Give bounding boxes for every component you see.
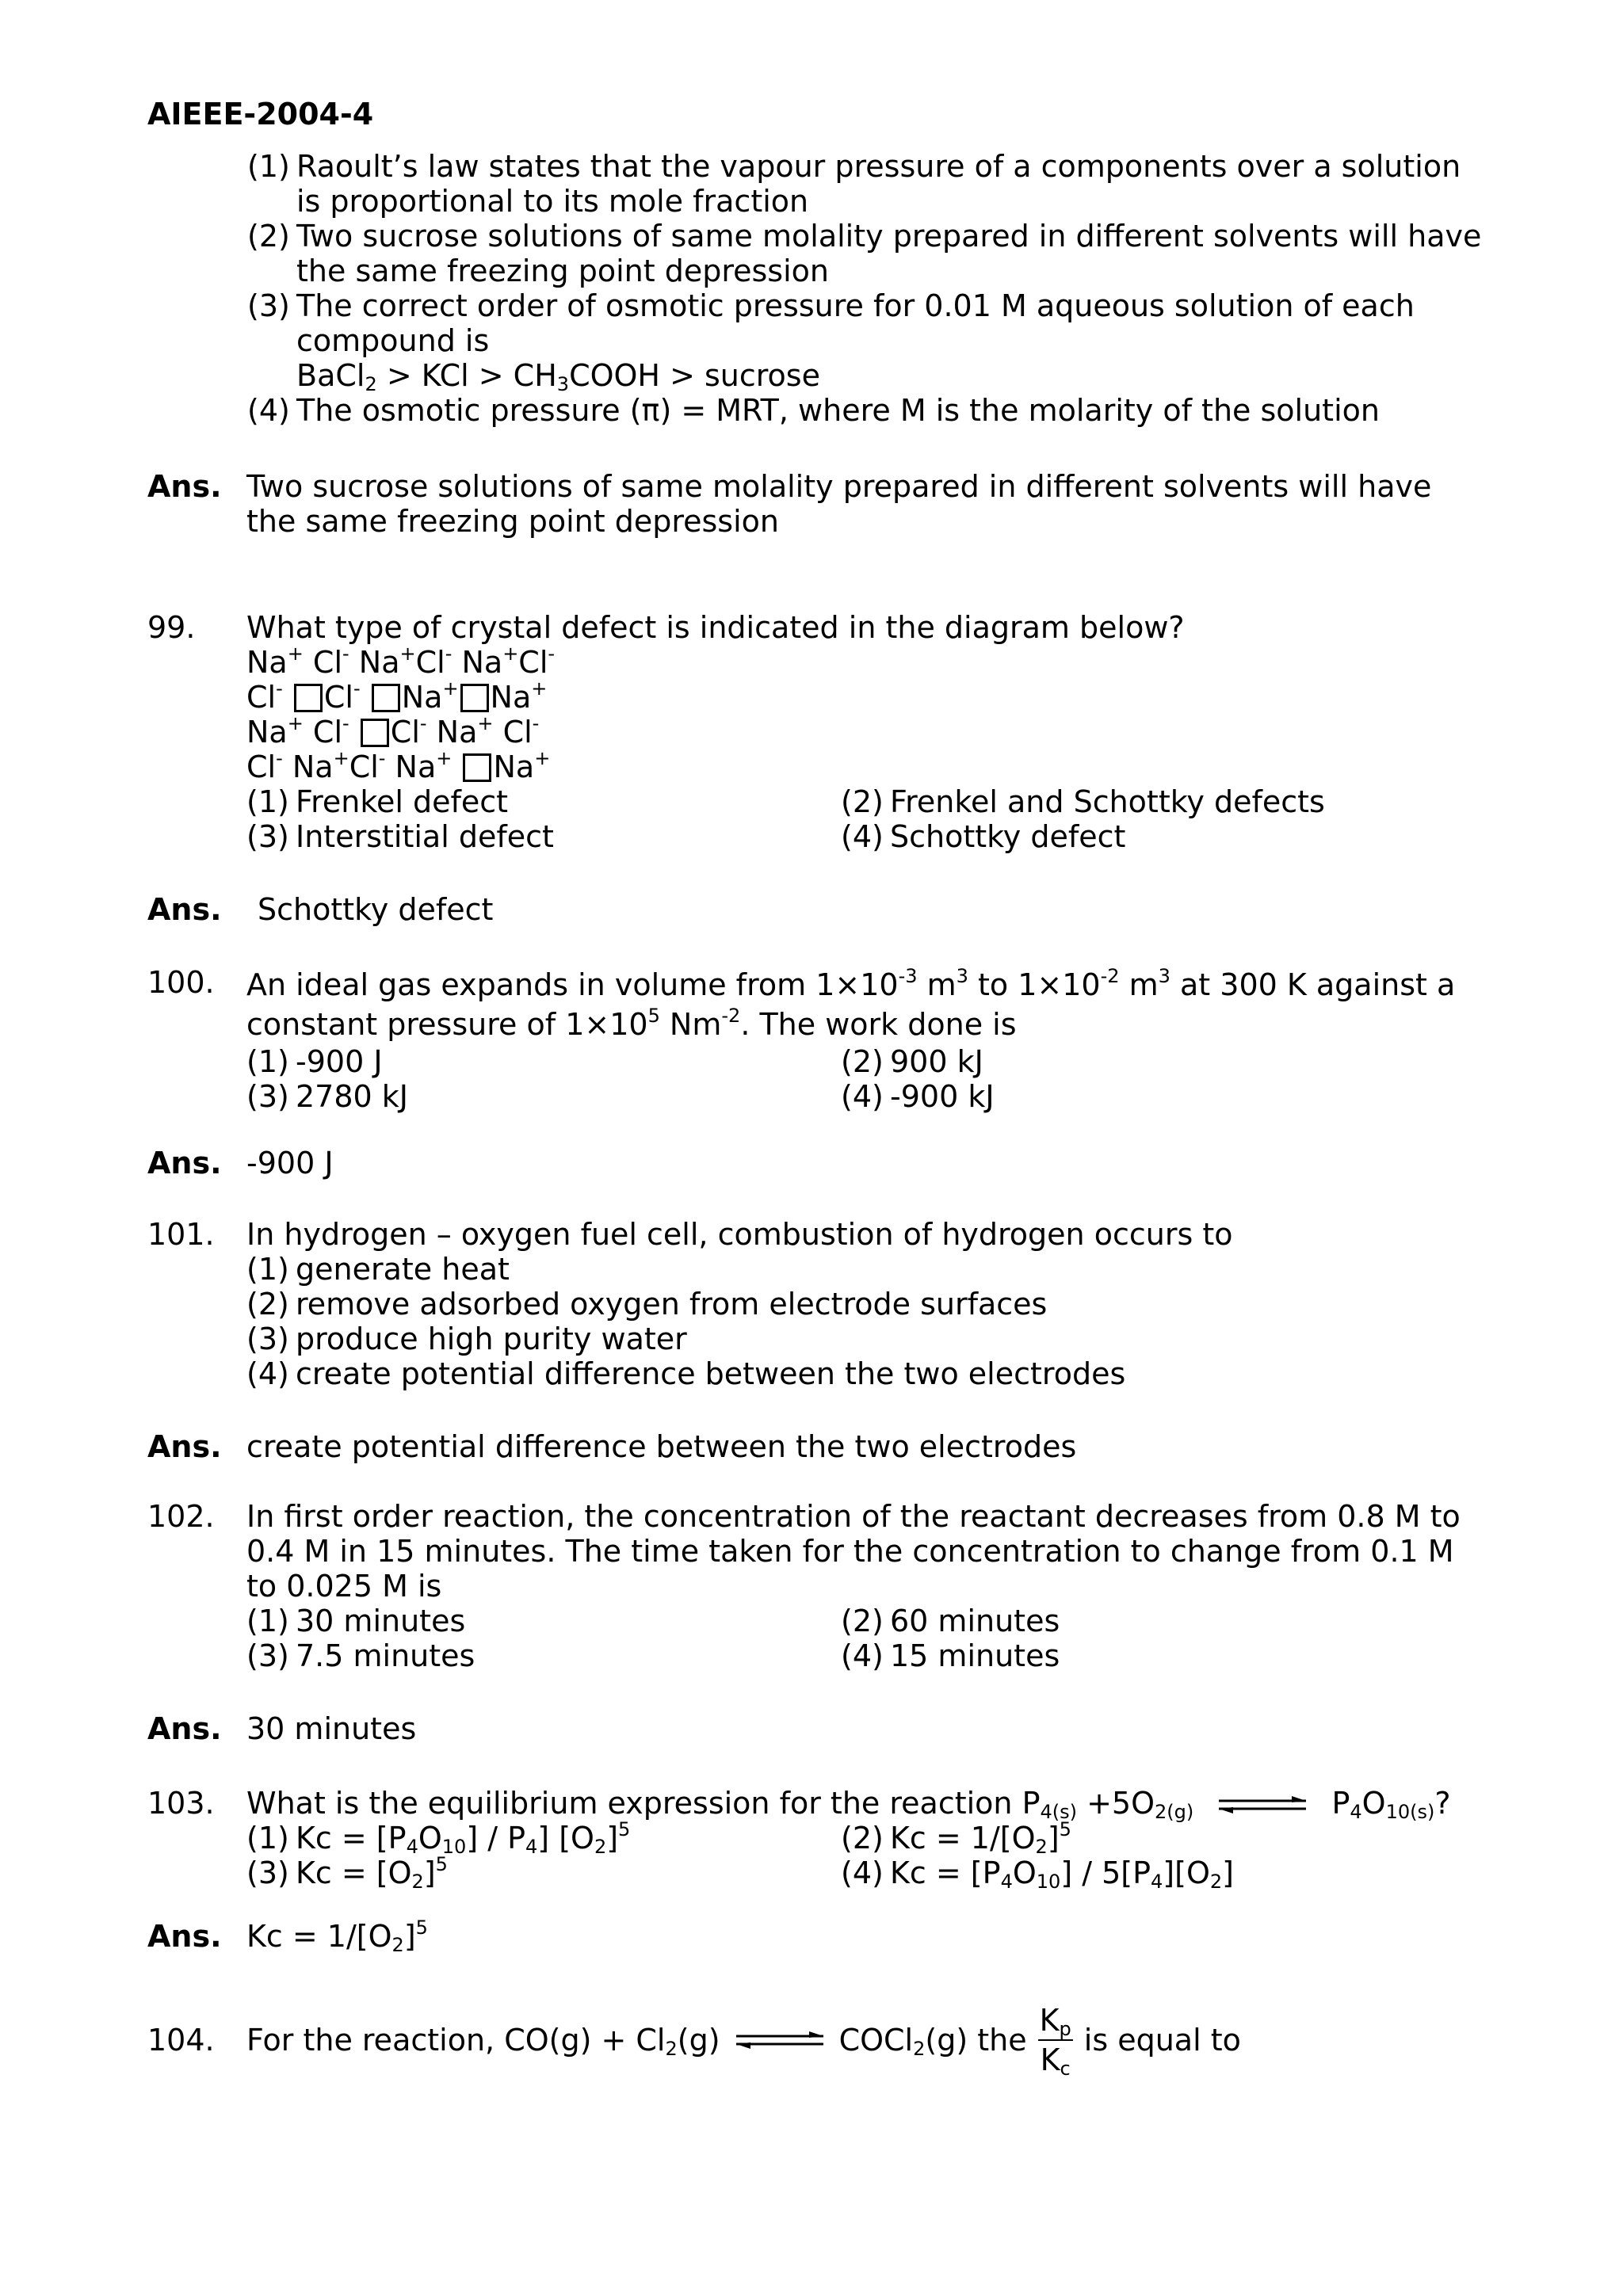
- option-1: (1) -900 J: [246, 1044, 383, 1079]
- question-text: An ideal gas expands in volume from $1\times 10^{-3}$ $m^3$ to $1\times 10^{-2}$ $m^3$ at 300 K against a constant pressure of $1\times 10^5$ $Nm^{-2}$. The work done is: [246, 965, 1456, 1042]
- question-103: 103. What is the equilibrium expression for the reaction $P_{4(s)} +5O_{2(g)}$ $P_4O_{10(s)}$? (1) $Kc = [P_4O_{10}] / P_4$] $[O_2]^5$ (2) $Kc = 1/[O_2]^5$ (3) $Kc = [O_2]^5$ (4) $Kc = [P_4O_{10}] / 5[P_4][O_2]$: [147, 1786, 1510, 1890]
- question-98-options: [247, 149, 1515, 428]
- option-4: (4) -900 kJ: [841, 1079, 995, 1114]
- question-100: 100. An ideal gas expands in volume from $1\times 10^{-3}$ $m^3$ to $1\times 10^{-2}$ $m^3$ at 300 K against a constant pressure of $1\times 10^5$ $Nm^{-2}$. The work done is (1) -900 J (2) 900 kJ (3) 2780 kJ (4) -900 kJ: [147, 965, 1510, 1114]
- option-1: (1) Frenkel defect: [246, 784, 509, 819]
- option-4: (4) create potential difference between the two electrodes: [246, 1356, 1126, 1391]
- option-1: (1) 30 minutes: [246, 1604, 466, 1638]
- question-101: 101. In hydrogen – oxygen fuel cell, combustion of hydrogen occurs to (1) generate heat (2) remove adsorbed oxygen from electrode surfaces (3) produce high purity water (4) create potential difference between the two electrodes: [147, 1217, 1510, 1391]
- question-text: In first order reaction, the concentration of the reactant decreases from 0.8 M to 0.4 M in 15 minutes. The time taken for the concentration to change from 0.1 M to 0.025 M is: [246, 1499, 1461, 1604]
- question-104: 104. For the reaction, $CO(g) + Cl_2(g)$ COCl$_2$(g) the $\frac{K_p}{K_c}$ is equal to: [147, 2001, 1510, 2079]
- option-4: (4) 15 minutes: [841, 1638, 1060, 1673]
- option-4: (4) Schottky defect: [841, 819, 1126, 854]
- option-1: (1) Raoult’s law states that the vapour pressure of a components over a solution is proportional to its mole fraction: [247, 149, 1461, 219]
- vacancy-box: [361, 719, 389, 747]
- vacancy-box: [463, 753, 491, 782]
- answer-98: Ans. Two sucrose solutions of same molality prepared in different solvents will have the same freezing point depression: [147, 469, 1432, 539]
- crystal-diagram: Na+ Cl- Na+Cl- Na+Cl- Cl- Cl- Na+ Na+ Na+ Cl- Cl- Na+ Cl- Cl- Na+Cl- Na+ Na+: [246, 643, 556, 784]
- answer-99: Ans. Schottky defect: [147, 892, 494, 927]
- option-1: (1) $Kc = [P_4O_{10}] / P_4$] $[O_2]^5$: [246, 1818, 631, 1858]
- option-3: (3) Interstitial defect: [246, 819, 554, 854]
- vacancy-box: [460, 684, 489, 712]
- answer-100: Ans. -900 J: [147, 1146, 334, 1180]
- option-3: (3) The correct order of osmotic pressure for 0.01 M aqueous solution of each compound is BaCl$_2$ > KCl > $CH_3COOH$ > sucrose: [247, 288, 1415, 395]
- page-header: AIEEE-2004-4: [147, 97, 374, 132]
- question-text: What type of crystal defect is indicated in the diagram below?: [246, 610, 1185, 645]
- question-text: For the reaction, $CO(g) + Cl_2(g)$ COCl$_2$(g) the $\frac{K_p}{K_c}$ is equal to: [246, 2003, 1241, 2080]
- answer-103: Ans. $Kc = 1/[O_2]^5$: [147, 1917, 428, 1956]
- option-4: (4) The osmotic pressure (π) = MRT, where M is the molarity of the solution: [247, 393, 1380, 428]
- option-1: (1) generate heat: [246, 1252, 510, 1287]
- option-4: (4) $Kc = [P_4O_{10}] / 5[P_4][O_2]$: [841, 1855, 1234, 1893]
- answer-101: Ans. create potential difference between the two electrodes: [147, 1429, 1077, 1464]
- option-3: (3) 7.5 minutes: [246, 1638, 475, 1673]
- vacancy-box: [294, 684, 323, 712]
- option-2: (2) Frenkel and Schottky defects: [841, 784, 1325, 819]
- osmotic-order: BaCl$_2$ > KCl > $CH_3COOH$ > sucrose: [296, 358, 820, 395]
- kp-over-kc-fraction: $\frac{K_p}{K_c}$: [1039, 2003, 1071, 2080]
- question-102: 102. In first order reaction, the concentration of the reactant decreases from 0.8 M to 0.4 M in 15 minutes. The time taken for the concentration to change from 0.1 M to 0.025 M is (1) 30 minutes (2) 60 minutes (3) 7.5 minutes (4) 15 minutes: [147, 1499, 1510, 1673]
- equilibrium-arrow-icon: [733, 2028, 827, 2052]
- option-3: (3) 2780 kJ: [246, 1079, 408, 1114]
- option-2: (2) remove adsorbed oxygen from electrode surfaces: [246, 1287, 1048, 1322]
- option-3: (3) $Kc = [O_2]^5$: [246, 1853, 448, 1893]
- option-2: (2) 60 minutes: [841, 1604, 1060, 1638]
- option-2: (2) Two sucrose solutions of same molality prepared in different solvents will have the same freezing point depression: [247, 219, 1482, 288]
- answer-102: Ans. 30 minutes: [147, 1711, 417, 1746]
- equilibrium-arrow-icon: [1216, 1793, 1309, 1817]
- vacancy-box: [372, 684, 400, 712]
- option-2: (2) 900 kJ: [841, 1044, 983, 1079]
- question-99: 99. What type of crystal defect is indicated in the diagram below? Na+ Cl- Na+Cl- Na+Cl- Cl- Cl- Na+ Na+ Na+ Cl- Cl- Na+ Cl- Cl- Na+Cl- Na+ Na+ (1) Frenkel defect (2) Frenkel and Schottky defects (3) Interstitial defect (4) Schottky defect: [147, 610, 1510, 854]
- option-3: (3) produce high purity water: [246, 1322, 687, 1356]
- question-text: In hydrogen – oxygen fuel cell, combustion of hydrogen occurs to: [246, 1217, 1233, 1252]
- option-2: (2) $Kc = 1/[O_2]^5$: [841, 1818, 1071, 1858]
- question-text: What is the equilibrium expression for the reaction $P_{4(s)} +5O_{2(g)}$ $P_4O_{10(s)}$?: [246, 1786, 1451, 1823]
